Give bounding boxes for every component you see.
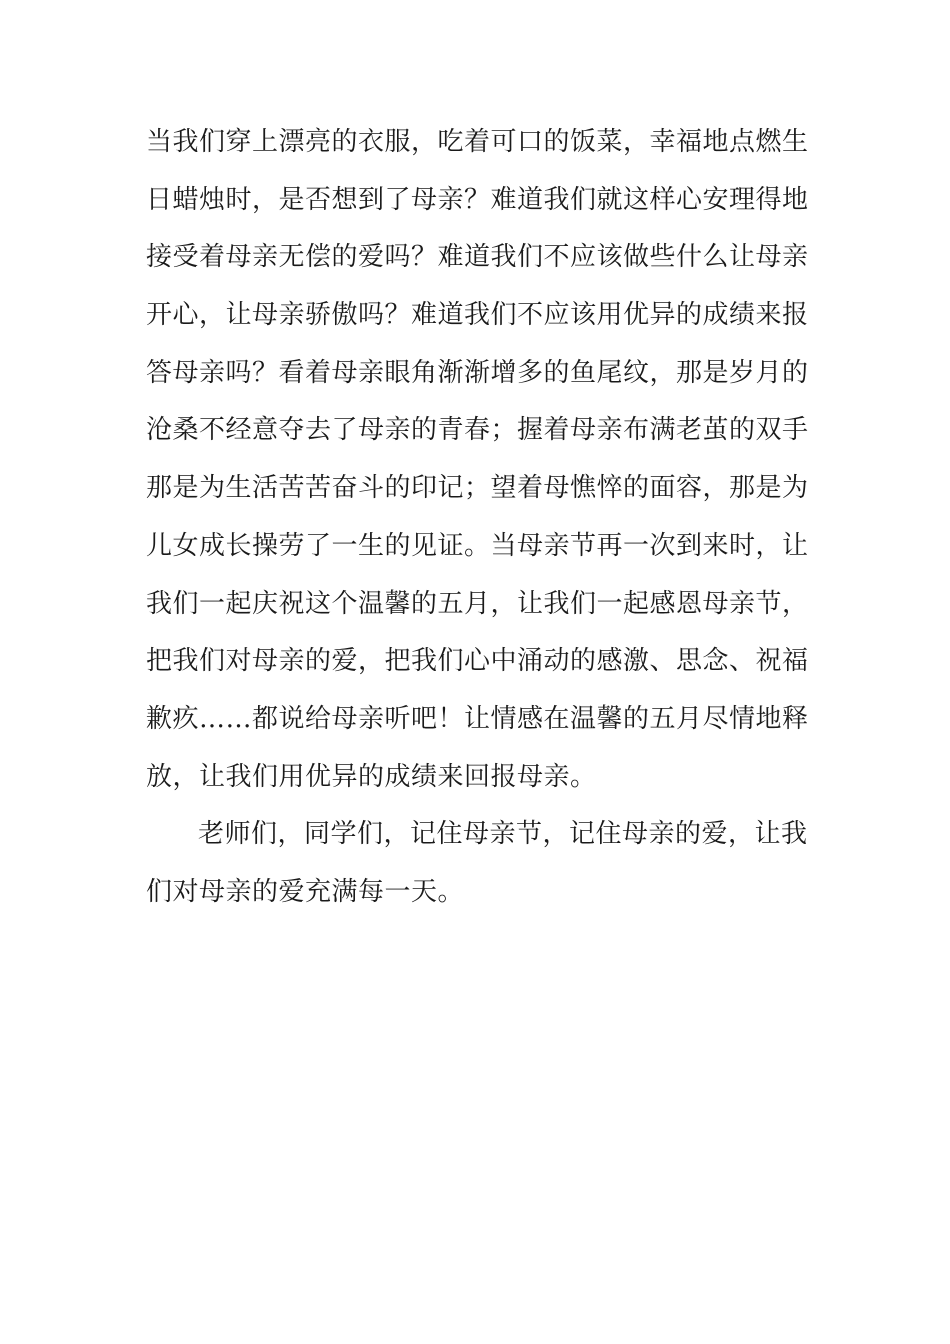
text-line: 沧桑不经意夺去了母亲的青春；握着母亲布满老茧的双手 [146,415,809,446]
text-line: 答母亲吗？看着母亲眼角渐渐增多的鱼尾纹，那是岁月的 [146,357,809,388]
text-line: 老师们，同学们，记住母亲节，记住母亲的爱，让我 [198,819,808,850]
text-line: 歉疚……都说给母亲听吧！让情感在温馨的五月尽情地释 [146,703,809,734]
text-line: 接受着母亲无偿的爱吗？难道我们不应该做些什么让母亲 [146,242,809,273]
text-line: 我们一起庆祝这个温馨的五月，让我们一起感恩母亲节， [146,588,809,619]
body-text [146,122,809,930]
text-line: 把我们对母亲的爱，把我们心中涌动的感激、思念、祝福 [146,646,809,677]
text-line: 们对母亲的爱充满每一天。 [146,876,465,907]
text-line: 当我们穿上漂亮的衣服，吃着可口的饭菜，幸福地点燃生 [146,127,809,157]
text-line: 日蜡烛时，是否想到了母亲？难道我们就这样心安理得地 [146,184,809,215]
text-line: 那是为生活苦苦奋斗的印记；望着母憔悴的面容，那是为 [146,473,809,504]
paragraph-2 [146,814,806,929]
text-line: 放，让我们用优异的成绩来回报母亲。 [146,761,597,792]
paragraph-1 [146,122,809,814]
text-line: 儿女成长操劳了一生的见证。当母亲节再一次到来时，让 [146,530,809,561]
text-line: 开心，让母亲骄傲吗？难道我们不应该用优异的成绩来报 [146,300,809,331]
